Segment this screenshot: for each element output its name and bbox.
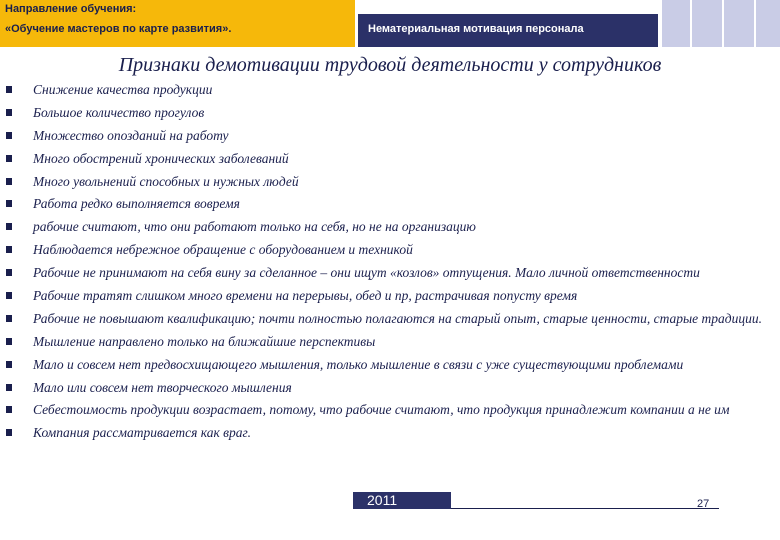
list-item-text: Наблюдается небрежное обращение с оборудованием и техникой — [33, 242, 413, 258]
list-item-text: Работа редко выполняется вовремя — [33, 196, 240, 212]
square-bullet-icon — [6, 200, 12, 207]
square-bullet-icon — [6, 223, 12, 230]
square-bullet-icon — [6, 361, 12, 368]
symptom-list — [6, 82, 774, 448]
header-direction-panel — [0, 0, 355, 47]
square-bullet-icon — [6, 246, 12, 253]
list-item — [6, 425, 774, 441]
list-item — [6, 242, 774, 258]
square-bullet-icon — [6, 406, 12, 413]
square-bullet-icon — [6, 178, 12, 185]
square-bullet-icon — [6, 86, 12, 93]
list-item — [6, 357, 774, 373]
list-item-text: Мышление направлено только на ближайшие перспективы — [33, 333, 376, 349]
header-decor-square — [660, 0, 690, 47]
list-item — [6, 174, 774, 190]
list-item — [6, 288, 774, 304]
slide-title: Признаки демотивации трудовой деятельности у сотрудников — [118, 54, 662, 76]
list-item — [6, 380, 774, 396]
list-item — [6, 219, 774, 235]
list-item — [6, 105, 774, 121]
list-item — [6, 402, 774, 418]
list-item — [6, 334, 774, 350]
footer-year: 2011 — [353, 492, 451, 509]
square-bullet-icon — [6, 155, 12, 162]
direction-label: Направление обучения: — [5, 3, 137, 15]
list-item — [6, 196, 774, 212]
square-bullet-icon — [6, 315, 12, 322]
list-item — [6, 311, 774, 327]
list-item-text: Снижение качества продукции — [33, 82, 213, 97]
header-decor-square — [754, 0, 780, 47]
list-item-text: Множество опозданий на работу — [33, 127, 229, 143]
list-item-text: Мало и совсем нет предвосхищающего мышления, только мышление в связи с уже существующими проблемами — [33, 356, 684, 372]
header-decor-square — [722, 0, 754, 47]
square-bullet-icon — [6, 384, 12, 391]
list-item — [6, 128, 774, 144]
list-item — [6, 265, 774, 281]
square-bullet-icon — [6, 429, 12, 436]
square-bullet-icon — [6, 132, 12, 139]
list-item-text: Рабочие тратят слишком много времени на перерывы, обед и пр, растрачивая попусту время — [33, 288, 578, 304]
list-item-text: Большое количество прогулов — [33, 104, 205, 120]
page-number: 27 — [697, 498, 710, 510]
square-bullet-icon — [6, 338, 12, 345]
square-bullet-icon — [6, 269, 12, 276]
footer-rule — [451, 508, 719, 509]
header-topic-panel — [358, 14, 658, 47]
list-item-text: Компания рассматривается как враг. — [33, 425, 251, 441]
list-item-text: Рабочие не повышают квалификацию; почти полностью полагаются на старый опыт, старые ценности, старые традиции. — [33, 310, 762, 326]
list-item-text: рабочие считают, что они работают только на себя, но не на организацию — [33, 219, 476, 235]
list-item-text: Мало или совсем нет творческого мышления — [33, 379, 292, 395]
list-item — [6, 82, 774, 98]
topic-label: Нематериальная мотивация персонала — [368, 23, 584, 35]
header-decor-square — [690, 0, 722, 47]
list-item-text: Много увольнений способных и нужных людей — [33, 173, 299, 189]
square-bullet-icon — [6, 109, 12, 116]
list-item-text: Рабочие не принимают на себя вину за сделанное – они ищут «козлов» отпущения. Мало личной ответственности — [33, 265, 700, 281]
list-item-text: Себестоимость продукции возрастает, потому, что рабочие считают, что продукция принадлежит компании а не им — [33, 402, 730, 418]
square-bullet-icon — [6, 292, 12, 299]
list-item-text: Много обострений хронических заболеваний — [33, 150, 289, 166]
direction-value: «Обучение мастеров по карте развития». — [5, 23, 232, 35]
list-item — [6, 151, 774, 167]
